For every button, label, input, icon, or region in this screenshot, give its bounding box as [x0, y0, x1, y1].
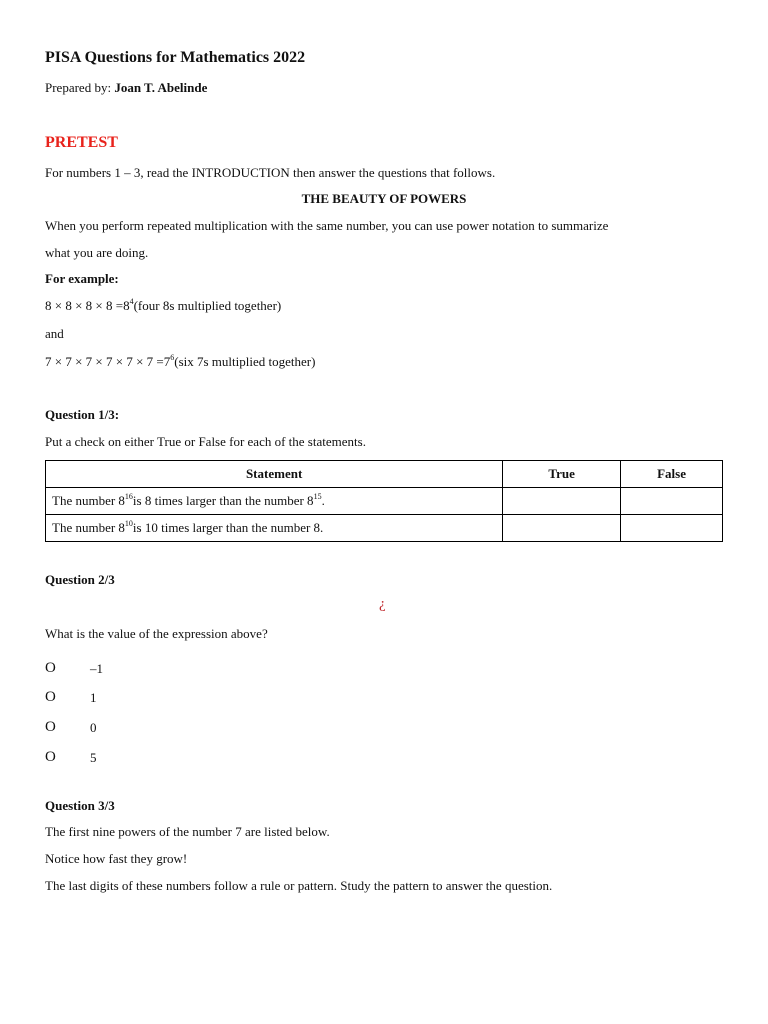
example-2-exponent: 6: [170, 353, 175, 362]
pretest-instruction: For numbers 1 – 3, read the INTRODUCTION then answer the questions that follows.: [45, 165, 496, 180]
author-name: Joan T. Abelinde: [114, 80, 208, 95]
example-1-note: (four 8s multiplied together): [133, 298, 282, 313]
option-4[interactable]: [45, 748, 97, 766]
radio-circle-icon[interactable]: O: [45, 660, 56, 676]
question-3-line-2: Notice how fast they grow!: [45, 851, 188, 866]
false-checkbox-cell[interactable]: [621, 488, 723, 515]
statement-pre: The number 8: [52, 520, 125, 535]
page-title: PISA Questions for Mathematics 2022: [45, 49, 306, 66]
pretest-heading: PRETEST: [45, 134, 118, 151]
question-3-label: Question 3/3: [45, 798, 115, 813]
question-1-instruction: Put a check on either True or False for each of the statements.: [45, 434, 366, 449]
statement-mid: is 10 times larger than the number 8.: [132, 520, 324, 535]
example-1-exponent: 4: [129, 297, 134, 306]
statement-exponent: 10: [124, 519, 133, 528]
intro-title: THE BEAUTY OF POWERS: [301, 191, 467, 206]
true-checkbox-cell[interactable]: [503, 515, 621, 542]
intro-line-2: what you are doing.: [45, 245, 149, 260]
example-2-note: (six 7s multiplied together): [174, 354, 316, 369]
prepared-by-label: Prepared by:: [45, 80, 112, 95]
statement-exponent: 16: [124, 492, 133, 501]
radio-circle-icon[interactable]: O: [45, 749, 56, 765]
expression-placeholder: ¿: [379, 596, 386, 612]
header-statement: Statement: [46, 461, 503, 488]
question-1-label: Question 1/3:: [45, 407, 120, 422]
option-label: –1: [90, 661, 103, 676]
question-2-label: Question 2/3: [45, 572, 115, 587]
header-true: True: [503, 461, 621, 488]
radio-circle-icon[interactable]: O: [45, 689, 56, 705]
false-checkbox-cell[interactable]: [621, 515, 723, 542]
option-2[interactable]: [45, 688, 97, 706]
statement-cell: [46, 488, 503, 515]
table-row: [46, 488, 723, 515]
intro-line-1: When you perform repeated multiplication with the same number, you can use power notation to summarize: [45, 218, 609, 233]
option-label: 5: [90, 750, 97, 765]
table-header-row: [46, 461, 723, 488]
option-1[interactable]: [45, 659, 103, 677]
option-label: 1: [90, 690, 97, 705]
statement-exponent-2: 15: [313, 492, 322, 501]
statement-table: [45, 460, 723, 542]
prepared-by: [45, 80, 207, 96]
table-row: [46, 515, 723, 542]
example-2: [45, 354, 315, 370]
question-2-prompt: What is the value of the expression above?: [45, 626, 268, 641]
example-2-lhs: 7 × 7 × 7 × 7 × 7 × 7 =7: [45, 354, 171, 369]
true-checkbox-cell[interactable]: [503, 488, 621, 515]
statement-post: .: [321, 493, 325, 508]
example-label: For example:: [45, 271, 119, 286]
statement-pre: The number 8: [52, 493, 125, 508]
and-text: and: [45, 326, 64, 341]
question-3-line-3: The last digits of these numbers follow a rule or pattern. Study the pattern to answer the question.: [45, 878, 553, 893]
radio-circle-icon[interactable]: O: [45, 719, 56, 735]
question-3-line-1: The first nine powers of the number 7 are listed below.: [45, 824, 330, 839]
statement-cell: [46, 515, 503, 542]
example-1: [45, 298, 281, 314]
statement-mid: is 8 times larger than the number 8: [132, 493, 314, 508]
example-1-lhs: 8 × 8 × 8 × 8 =8: [45, 298, 130, 313]
header-false: False: [621, 461, 723, 488]
option-3[interactable]: [45, 718, 97, 736]
option-label: 0: [90, 720, 97, 735]
